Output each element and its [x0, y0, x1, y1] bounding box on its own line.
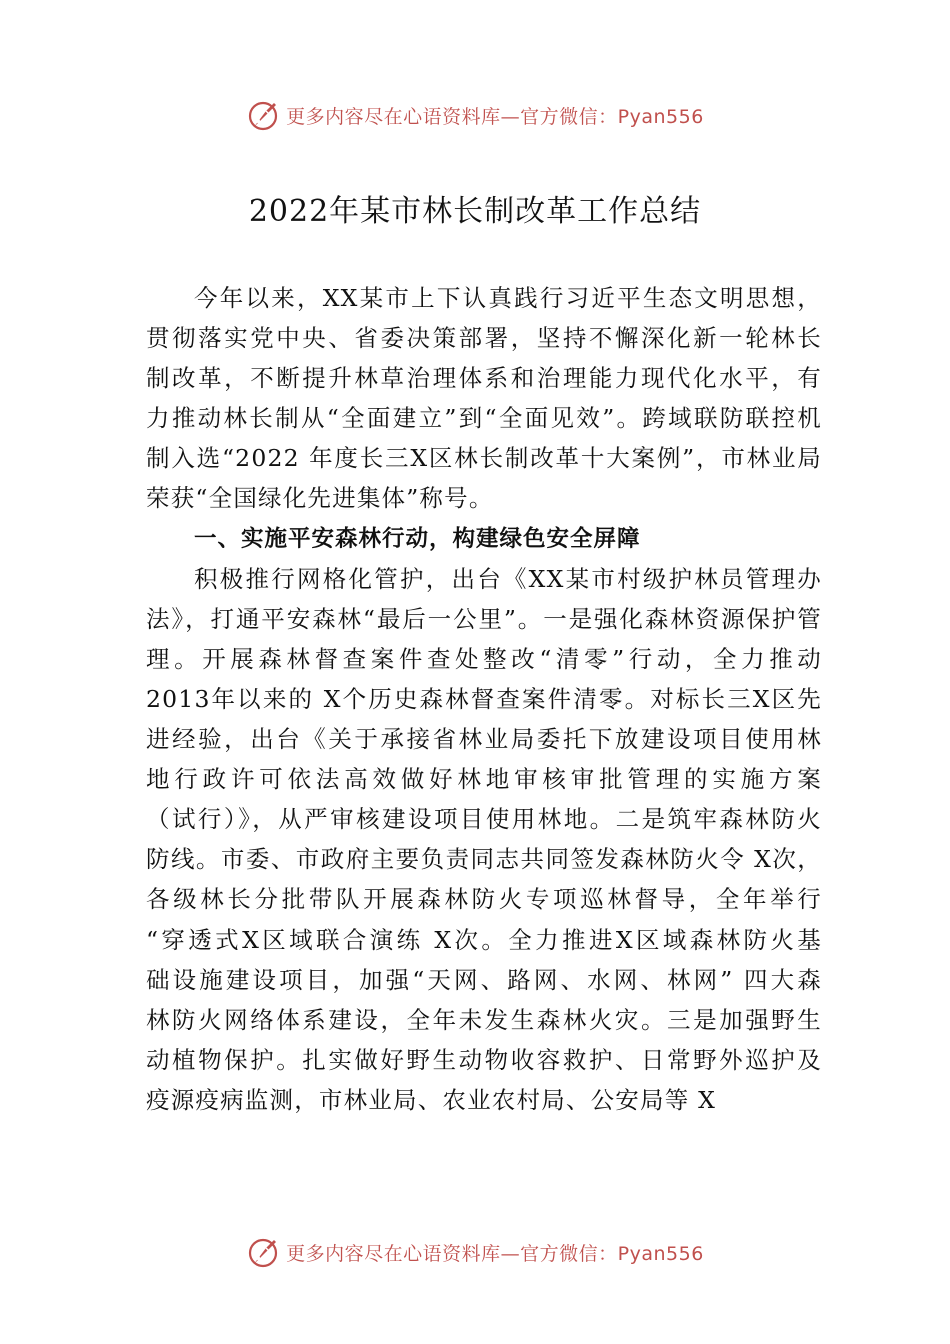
watermark-text: [286, 1239, 704, 1266]
paragraph-line: （试行）》，从严审核建设项目使用林地。二是筑牢森林防火: [146, 805, 822, 834]
paragraph-line: 进经验，出台《关于承接省林业局委托下放建设项目使用林: [146, 725, 822, 754]
paragraph-line: 林防火网络体系建设，全年未发生森林火灾。三是加强野生: [146, 1005, 822, 1034]
watermark-label: 更多内容尽在心语资料库—官方微信：: [286, 1242, 618, 1265]
section-heading: 一、实施平安森林行动，构建绿色安全屏障: [194, 525, 641, 552]
footer-watermark: [0, 1232, 950, 1272]
document-body: [146, 278, 822, 1120]
document-title: 2022年某市林长制改革工作总结: [248, 194, 702, 229]
header-watermark: [0, 95, 950, 135]
paragraph-line: 地行政许可依法高效做好林地审核审批管理的实施方案: [146, 765, 822, 794]
paragraph-line: 贯彻落实党中央、省委决策部署，坚持不懈深化新一轮林长: [146, 324, 822, 353]
paragraph-line: 理。开展森林督查案件查处整改“清零”行动，全力推动: [146, 644, 822, 673]
paragraph-line: 疫源疫病监测，市林业局、农业农村局、公安局等 X: [146, 1085, 716, 1114]
quill-logo-icon: [246, 97, 282, 133]
paragraph-line: 积极推行网格化管护，出台《XX某市村级护林员管理办: [194, 564, 822, 593]
paragraph-line: 今年以来，XX某市上下认真践行习近平生态文明思想，: [194, 284, 822, 312]
paragraph-line: 制入选“2022 年度长三X区林长制改革十大案例”，市林业局: [146, 444, 822, 473]
paragraph-line: 制改革，不断提升林草治理体系和治理能力现代化水平，有: [146, 364, 822, 393]
paragraph-line: 力推动林长制从“全面建立”到“全面见效”。跨域联防联控机: [146, 404, 822, 433]
paragraph-line: “穿透式X区域联合演练 X次。全力推进X区域森林防火基: [146, 925, 822, 954]
paragraph-line: 法》，打通平安森林“最后一公里”。一是强化森林资源保护管: [146, 604, 822, 633]
paragraph-line: 各级林长分批带队开展森林防火专项巡林督导，全年举行: [146, 885, 822, 914]
paragraph-line: 2013年以来的 X个历史森林督查案件清零。对标长三X区先: [146, 684, 822, 713]
quill-logo-icon: [246, 1234, 282, 1270]
paragraph-line: 荣获“全国绿化先进集体”称号。: [146, 484, 494, 513]
watermark-account: Pyan556: [617, 105, 704, 128]
paragraph-line: 动植物保护。扎实做好野生动物收容救护、日常野外巡护及: [146, 1045, 822, 1074]
watermark-text: [286, 102, 704, 129]
paragraph-line: 础设施建设项目，加强“天网、路网、水网、林网” 四大森: [146, 965, 822, 994]
watermark-label: 更多内容尽在心语资料库—官方微信：: [286, 105, 618, 128]
watermark-account: Pyan556: [617, 1242, 704, 1265]
paragraph-line: 防线。市委、市政府主要负责同志共同签发森林防火令 X次，: [146, 845, 822, 874]
